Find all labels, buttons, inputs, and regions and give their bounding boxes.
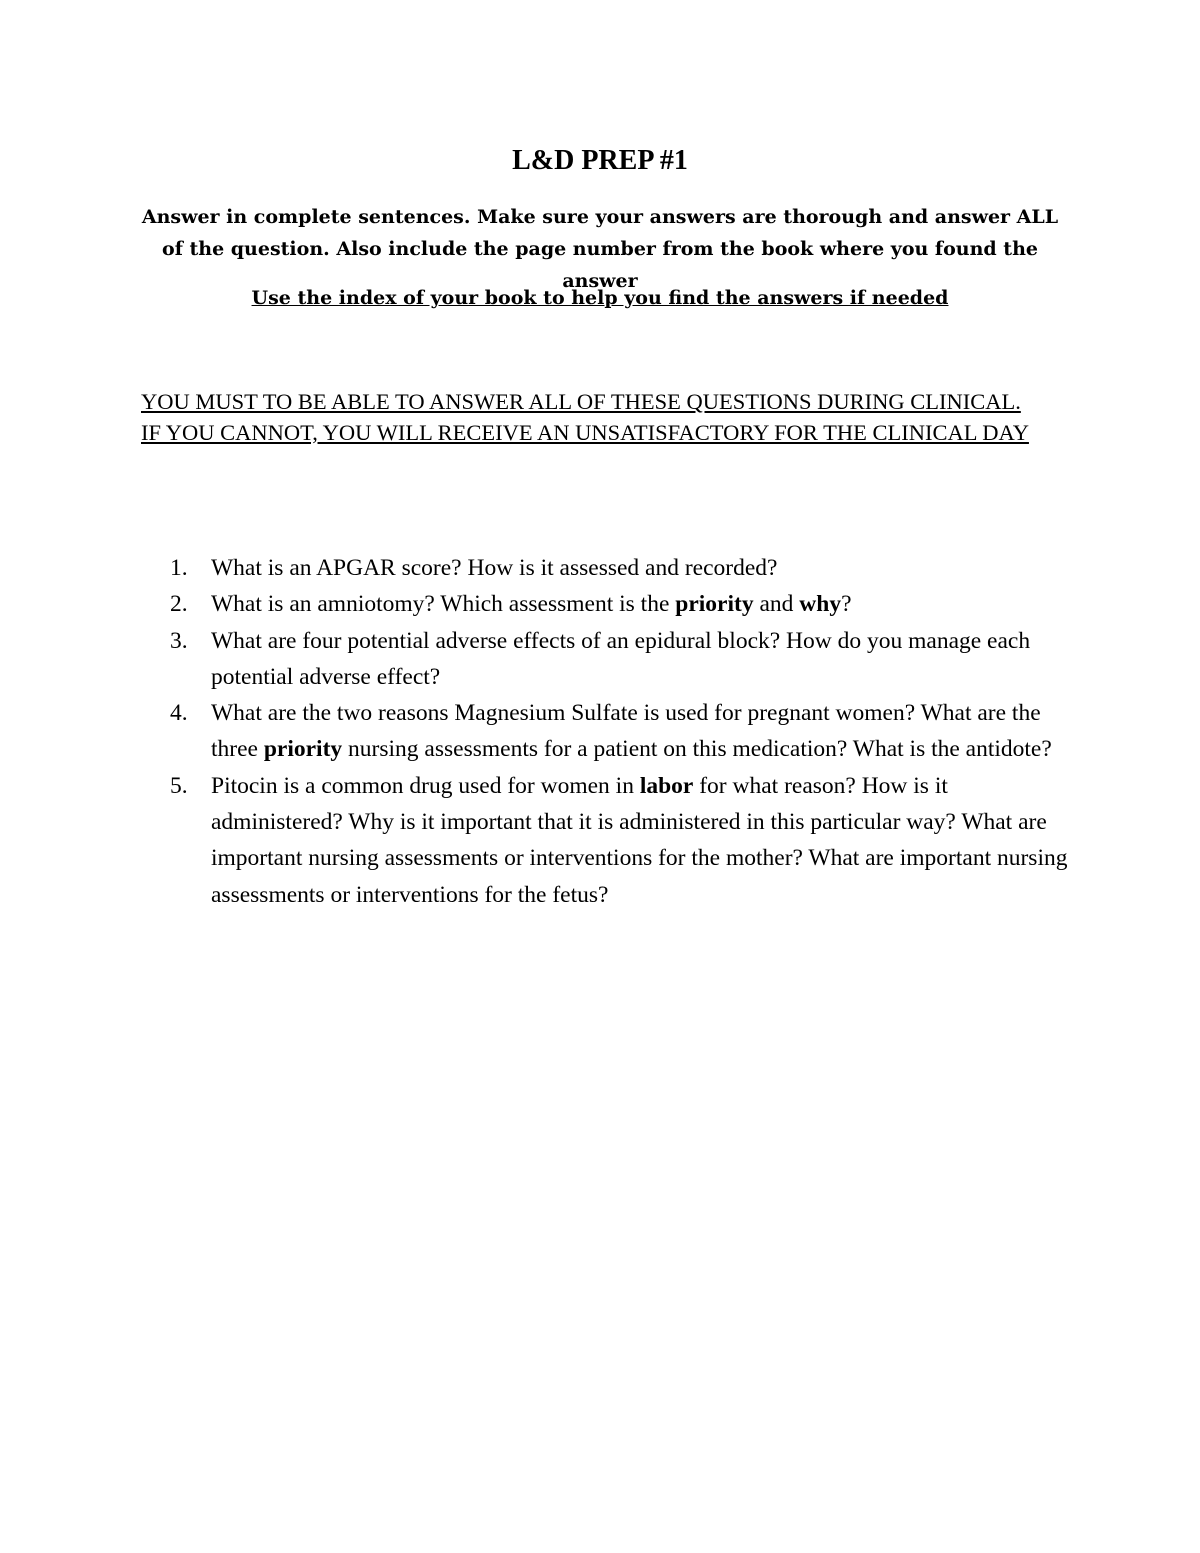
emphasis-why: why bbox=[799, 591, 842, 618]
question-list bbox=[170, 550, 1070, 913]
question-text: What are four potential adverse effects of an epidural block? How do you manage each potential adverse effect? bbox=[211, 627, 1031, 690]
emphasis-labor: labor bbox=[639, 772, 694, 799]
question-number: 4. bbox=[170, 700, 188, 727]
question-number: 3. bbox=[170, 627, 188, 654]
question-item-4 bbox=[170, 695, 1070, 768]
question-item-3 bbox=[170, 623, 1070, 696]
question-text: What are the two reasons Magnesium Sulfate is used for pregnant women? What are the three bbox=[211, 700, 1041, 763]
question-number: 2. bbox=[170, 591, 188, 618]
question-text: What is an amniotomy? Which assessment is the bbox=[211, 591, 676, 618]
question-item-1 bbox=[170, 550, 1070, 586]
question-text: ? bbox=[841, 591, 852, 618]
question-text: for what reason? How is it administered? Why is it important that it is administered in this particular way? What are important nursing assessments or interventions for the mother? What are important nursing assessments or interventions for the fetus? bbox=[211, 772, 1068, 908]
clinical-warning: YOU MUST TO BE ABLE TO ANSWER ALL OF THESE QUESTIONS DURING CLINICAL. IF YOU CANNOT, YOU WILL RECEIVE AN UNSATISFACTORY FOR THE CLINICAL DAY bbox=[141, 389, 1029, 445]
question-text: Pitocin is a common drug used for women in bbox=[211, 772, 640, 799]
question-number: 1. bbox=[170, 555, 188, 581]
index-note: Use the index of your book to help you find the answers if needed bbox=[251, 287, 949, 309]
document-title: L&D PREP #1 bbox=[512, 145, 688, 176]
question-item-2 bbox=[170, 586, 1070, 622]
question-text: nursing assessments for a patient on this medication? What is the antidote? bbox=[342, 736, 1052, 763]
instructions-text: Answer in complete sentences. Make sure your answers are thorough and answer ALL of the question. Also include the page number from the book where you found the answer bbox=[141, 206, 1059, 292]
question-text: and bbox=[753, 591, 800, 618]
question-item-5 bbox=[170, 768, 1070, 913]
emphasis-priority: priority bbox=[675, 591, 754, 618]
emphasis-priority: priority bbox=[263, 736, 343, 763]
question-number: 5. bbox=[170, 772, 188, 799]
question-text: What is an APGAR score? How is it assessed and recorded? bbox=[211, 555, 778, 581]
